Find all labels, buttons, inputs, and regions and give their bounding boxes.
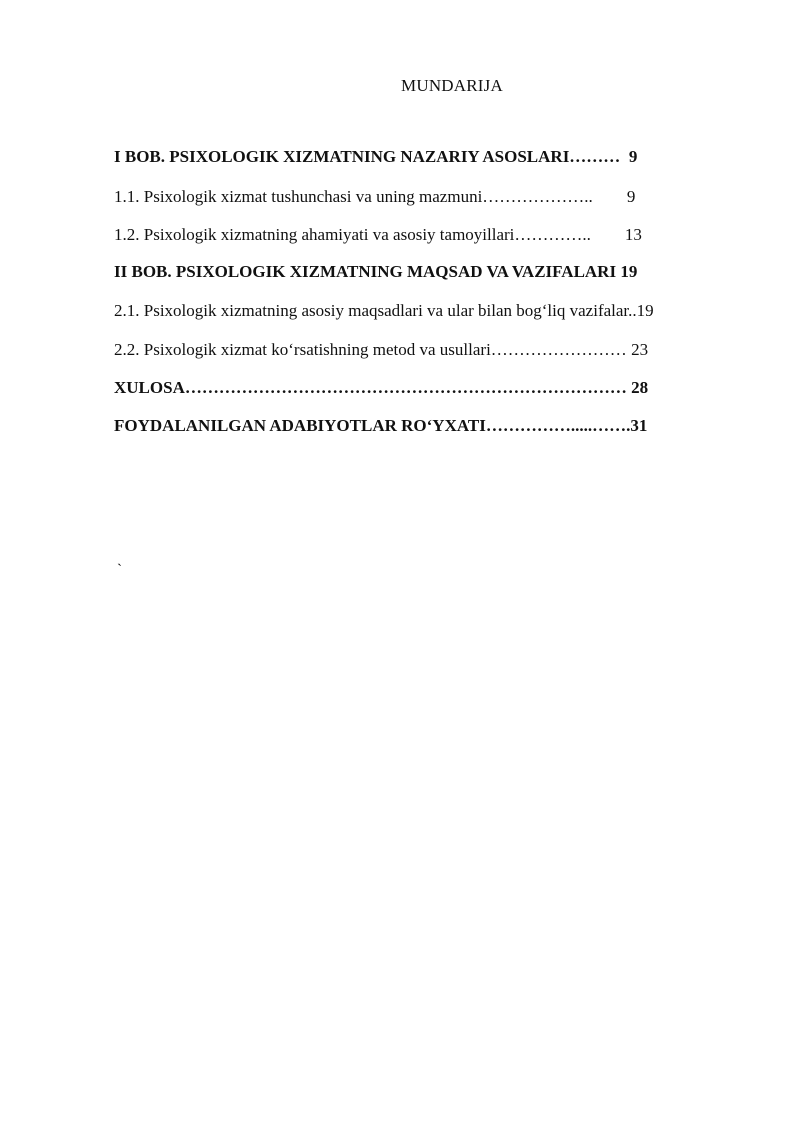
toc-entry-text: FOYDALANILGAN ADABIYOTLAR RO‘YXATI…………….....……. xyxy=(114,416,631,435)
toc-entry-page: 9 xyxy=(597,187,636,206)
stray-mark: ` xyxy=(117,562,122,578)
toc-entry-chapter-1 xyxy=(114,147,637,167)
toc-entry-page: 23 xyxy=(631,340,649,359)
toc-entry-section-2-1 xyxy=(114,301,654,321)
toc-entry-chapter-2 xyxy=(114,262,637,282)
toc-entry-text: I BOB. PSIXOLOGIK XIZMATNING NAZARIY ASOSLARI……… xyxy=(114,147,625,166)
toc-entry-page: 31 xyxy=(630,416,648,435)
toc-entry-text: 1.2. Psixologik xizmatning ahamiyati va asosiy tamoyillari………….. xyxy=(114,225,596,244)
toc-entry-page: 9 xyxy=(624,147,638,166)
toc-entry-bibliography xyxy=(114,416,647,436)
toc-entry-text: 2.1. Psixologik xizmatning asosiy maqsadlari va ular bilan bog‘liq vazifalar.. xyxy=(114,301,637,320)
toc-entry-page: 19 xyxy=(620,262,638,281)
toc-entry-text: 2.2. Psixologik xizmat ko‘rsatishning metod va usullari…………………… xyxy=(114,340,632,359)
toc-entry-text: XULOSA…………………………………………………………………… xyxy=(114,378,627,397)
toc-entry-section-1-1 xyxy=(114,187,635,207)
toc-entry-text: II BOB. PSIXOLOGIK XIZMATNING MAQSAD VA VAZIFALARI xyxy=(114,262,621,281)
toc-entry-conclusion xyxy=(114,378,648,398)
toc-entry-text: 1.1. Psixologik xizmat tushunchasi va uning mazmuni……………….. xyxy=(114,187,598,206)
toc-entry-page: 13 xyxy=(595,225,642,244)
toc-entry-page: 19 xyxy=(636,301,654,320)
page-title: MUNDARIJA xyxy=(401,76,503,95)
toc-entry-page: 28 xyxy=(626,378,649,397)
toc-entry-section-1-2 xyxy=(114,225,642,245)
toc-entry-section-2-2 xyxy=(114,340,648,360)
